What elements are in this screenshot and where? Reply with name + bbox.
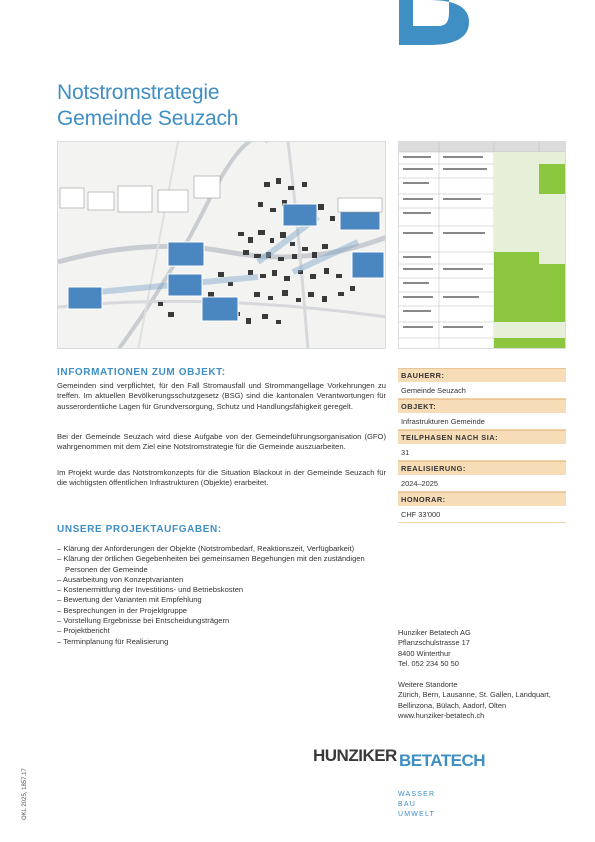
- company-city: 8400 Winterthur: [398, 648, 451, 658]
- map-drawing: [58, 142, 386, 349]
- info-paragraph-3: Im Projekt wurde das Notstromkonzepts für die Situation Blackout in der Gemeinde Seuzach für die wichtigsten öffentlichen Infrastrukturen (Objekte) erarbeitet.: [57, 468, 386, 488]
- project-facts-panel: [398, 368, 566, 523]
- locations-text: Zürich, Bern, Lausanne, St. Gallen, Landquart, Bellinzona, Bülach, Aadorf, Olten: [398, 690, 551, 710]
- info-heading: INFORMATIONEN ZUM OBJEKT:: [57, 367, 226, 378]
- list-item: – Ausarbeitung von Konzeptvarianten: [57, 574, 184, 584]
- fact-value-objekt: Infrastrukturen Gemeinde: [398, 413, 566, 430]
- company-name: Hunziker Betatech AG: [398, 628, 471, 637]
- list-item: – Klärung der örtlichen Gegebenheiten bei gemeinsamen Begehungen mit den zuständigen Personen der Gemeinde: [57, 554, 365, 574]
- website-link[interactable]: www.hunziker-betatech.ch: [398, 710, 485, 720]
- page-title: [57, 80, 238, 132]
- fact-value-honorar: CHF 33'000: [398, 506, 566, 523]
- title-line-1: Notstromstrategie: [57, 81, 220, 104]
- list-item: – Kostenermittlung der Investitions- und Betriebskosten: [57, 585, 244, 595]
- brand-part-1: HUNZIKER: [313, 746, 397, 765]
- tagline-line-2: BAU: [398, 801, 416, 808]
- info-paragraph-2: Bei der Gemeinde Seuzach wird diese Aufgabe von der Gemeindeführungsorganisation (GFO) wahrgenommen mit dem Ziel eine Notstromstrategie für die Gemeinde auszuarbeiten.: [57, 432, 386, 452]
- site-map-image: [57, 141, 386, 349]
- evaluation-table-image: [398, 141, 566, 349]
- fact-value-teilphasen: 31: [398, 444, 566, 461]
- tagline-line-3: UMWELT: [398, 811, 436, 818]
- company-phone: Tel. 052 234 50 50: [398, 658, 459, 668]
- fact-value-realisierung: 2024–2025: [398, 475, 566, 492]
- company-street: Pflanzschulstrasse 17: [398, 638, 470, 648]
- tagline-line-1: WASSER: [398, 791, 436, 798]
- brand-part-2: BETATECH: [399, 751, 486, 770]
- list-item: – Klärung der Anforderungen der Objekte (Notstrombedarf, Reaktionszeit, Verfügbarkeit): [57, 544, 355, 553]
- info-paragraph-1: Gemeinden sind verpflichtet, für den Fall Stromausfall und Strommangellage Vorkehrungen zu treffen. Im aktuellen Bevölkerungsschutzgesetz (BSG) sind die kantonalen Verantwortungen für ausserordentliche Lagen für Grundversorgung, Schutz und Handlungsfähigkeit geregelt.: [57, 381, 386, 411]
- hunziker-betatech-logo: [313, 744, 513, 770]
- table-drawing: [399, 142, 566, 349]
- list-item: – Projektbericht: [57, 626, 110, 636]
- fact-label-honorar: HONORAR:: [398, 492, 566, 506]
- list-item: – Bewertung der Varianten mit Empfehlung: [57, 595, 202, 605]
- document-code: OKL 2025, 1857.17: [22, 768, 28, 820]
- fact-label-realisierung: REALISIERUNG:: [398, 461, 566, 475]
- tasks-list: [57, 544, 386, 647]
- locations-heading: Weitere Standorte: [398, 680, 458, 689]
- tasks-heading: UNSERE PROJEKTAUFGABEN:: [57, 524, 222, 535]
- title-line-2: Gemeinde Seuzach: [57, 107, 239, 130]
- tagline: [398, 790, 435, 820]
- list-item: – Besprechungen in der Projektgruppe: [57, 605, 188, 615]
- company-address: [398, 628, 471, 669]
- logo-d-shape-icon: [399, 0, 469, 45]
- other-locations: [398, 680, 566, 721]
- list-item: – Terminplanung für Realisierung: [57, 636, 169, 646]
- fact-value-bauherr: Gemeinde Seuzach: [398, 382, 566, 399]
- list-item: – Vorstellung Ergebnisse bei Entscheidungsträgern: [57, 616, 230, 626]
- fact-label-teilphasen: TEILPHASEN NACH SIA:: [398, 430, 566, 444]
- fact-label-bauherr: BAUHERR:: [398, 368, 566, 382]
- fact-label-objekt: OBJEKT:: [398, 399, 566, 413]
